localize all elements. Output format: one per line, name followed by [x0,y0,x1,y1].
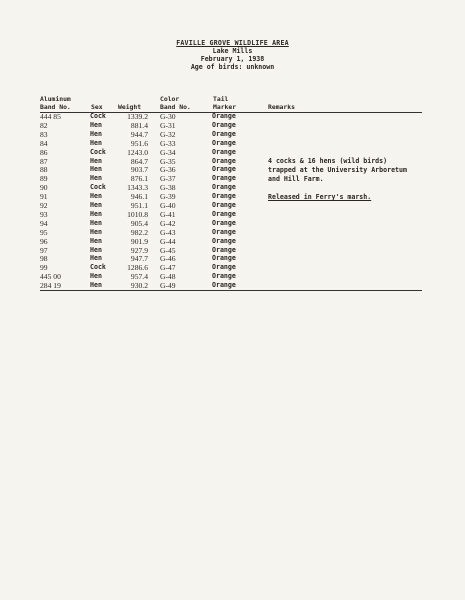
band-cell: 83 [40,129,48,139]
sex-cell: Hen [90,254,102,263]
band-cell: 89 [40,174,48,184]
weight-cell: 903.7 [130,165,148,175]
tail-marker-cell: Orange [212,112,236,120]
tail-marker-cell: Orange [212,129,236,138]
sex-cell: Hen [90,236,102,245]
color-band-cell: G-33 [160,138,176,148]
color-band-cell: G-47 [160,263,176,273]
tail-marker-cell: Orange [212,183,236,192]
color-band-cell: G-39 [160,192,176,202]
sex-cell: Hen [90,209,102,218]
band-cell: 88 [40,165,48,175]
weight-cell: 951.6 [130,138,148,148]
column-header-color-bottom: Band No. [160,103,191,111]
weight-cell: 1286.6 [127,263,148,273]
table-row [0,148,465,157]
tail-marker-cell: Orange [212,138,236,147]
tail-marker-cell: Orange [212,165,236,174]
band-cell: 86 [40,147,48,157]
sex-cell: Hen [90,192,102,201]
band-cell: 444 85 [40,112,61,121]
band-cell: 84 [40,138,48,148]
weight-cell: 951.1 [130,201,148,210]
tail-marker-cell: Orange [212,147,236,156]
table-row [0,183,465,192]
sex-cell: Cock [90,183,106,192]
column-header-tail-top: Tail [213,95,229,103]
sex-cell: Cock [90,147,106,156]
table-row [0,219,465,228]
color-band-cell: G-45 [160,245,176,255]
weight-cell: 947.7 [130,254,148,264]
color-band-cell: G-43 [160,227,176,237]
band-cell: 94 [40,218,48,228]
sex-cell: Hen [90,272,102,281]
table-row [0,210,465,219]
band-cell: 445 00 [40,272,61,282]
weight-cell: 1243.0 [127,147,148,157]
color-band-cell: G-36 [160,165,176,175]
band-cell: 96 [40,236,48,246]
band-cell: 92 [40,201,48,210]
band-cell: 91 [40,192,48,202]
tail-marker-cell: Orange [212,156,236,165]
age-note-line: Age of birds: unknown [190,63,275,71]
table-row [0,112,465,121]
color-band-cell: G-42 [160,218,176,228]
table-row [0,254,465,263]
remark-line-3: and Hill Farm. [268,175,324,183]
table-row [0,130,465,139]
weight-cell: 864.7 [130,156,148,166]
tail-marker-cell: Orange [212,201,236,209]
table-row [0,121,465,130]
weight-cell: 946.1 [130,192,148,202]
color-band-cell: G-30 [160,112,176,121]
band-cell: 93 [40,209,48,219]
band-cell: 97 [40,245,48,255]
table-row [0,139,465,148]
tail-marker-cell: Orange [212,245,236,254]
sex-cell: Hen [90,227,102,236]
table-row [0,228,465,237]
tail-marker-cell: Orange [212,272,236,281]
band-cell: 82 [40,120,48,130]
color-band-cell: G-32 [160,129,176,139]
sex-cell: Hen [90,138,102,147]
color-band-cell: G-41 [160,209,176,219]
color-band-cell: G-49 [160,281,176,291]
color-band-cell: G-35 [160,156,176,166]
table-row [0,272,465,281]
table-row [0,246,465,255]
column-header-weight: Weight [118,103,142,111]
band-cell: 95 [40,227,48,237]
column-header-color-top: Color [160,95,180,103]
weight-cell: 930.2 [130,281,148,291]
weight-cell: 927.9 [130,245,148,255]
sex-cell: Cock [90,112,106,120]
weight-cell: 1010.8 [127,209,148,219]
sex-cell: Hen [90,129,102,138]
table-row [0,192,465,201]
sex-cell: Hen [90,174,102,183]
tail-marker-cell: Orange [212,209,236,218]
tail-marker-cell: Orange [212,192,236,201]
sex-cell: Hen [90,245,102,254]
color-band-cell: G-38 [160,183,176,193]
weight-cell: 957.4 [130,272,148,282]
band-cell: 98 [40,254,48,264]
table-row [0,174,465,183]
date-line: February 1, 1938 [200,55,265,63]
weight-cell: 944.7 [130,129,148,139]
sex-cell: Hen [90,201,102,209]
location-line: Lake Mills [212,47,253,55]
remark-line-1: 4 cocks & 16 hens (wild birds) [268,157,388,165]
column-header-band-bottom: Band No. [40,103,71,111]
table-row [0,237,465,246]
band-cell: 99 [40,263,48,273]
tail-marker-cell: Orange [212,281,236,290]
remark-line-2: trapped at the University Arboretum [268,166,407,174]
tail-marker-cell: Orange [212,236,236,245]
color-band-cell: G-37 [160,174,176,184]
tail-marker-cell: Orange [212,174,236,183]
sex-cell: Hen [90,281,102,290]
weight-cell: 982.2 [130,227,148,237]
band-cell: 87 [40,156,48,166]
tail-marker-cell: Orange [212,218,236,227]
column-header-tail-bottom: Marker [213,103,237,111]
band-cell: 90 [40,183,48,193]
sex-cell: Hen [90,218,102,227]
column-header-sex: Sex [91,103,103,111]
tail-marker-cell: Orange [212,120,236,129]
color-band-cell: G-34 [160,147,176,157]
table-row [0,157,465,166]
tail-marker-cell: Orange [212,263,236,272]
weight-cell: 876.1 [130,174,148,184]
color-band-cell: G-48 [160,272,176,282]
weight-cell: 901.9 [130,236,148,246]
color-band-cell: G-31 [160,120,176,130]
sex-cell: Hen [90,165,102,174]
document-title: FAVILLE GROVE WILDLIFE AREA [176,39,289,47]
weight-cell: 1339.2 [127,112,148,121]
weight-cell: 881.4 [130,120,148,130]
column-header-band-top: Aluminum [40,95,71,103]
table-row [0,201,465,210]
color-band-cell: G-44 [160,236,176,246]
sex-cell: Hen [90,120,102,129]
column-header-remarks: Remarks [268,103,295,111]
remark-line-4: Released in Ferry's marsh. [268,193,372,201]
sex-cell: Hen [90,156,102,165]
band-cell: 284 19 [40,281,61,291]
tail-marker-cell: Orange [212,227,236,236]
color-band-cell: G-46 [160,254,176,264]
footer-rule [40,290,422,291]
color-band-cell: G-40 [160,201,176,210]
table-row [0,263,465,272]
weight-cell: 905.4 [130,218,148,228]
sex-cell: Cock [90,263,106,272]
weight-cell: 1343.3 [127,183,148,193]
tail-marker-cell: Orange [212,254,236,263]
table-row [0,281,465,290]
